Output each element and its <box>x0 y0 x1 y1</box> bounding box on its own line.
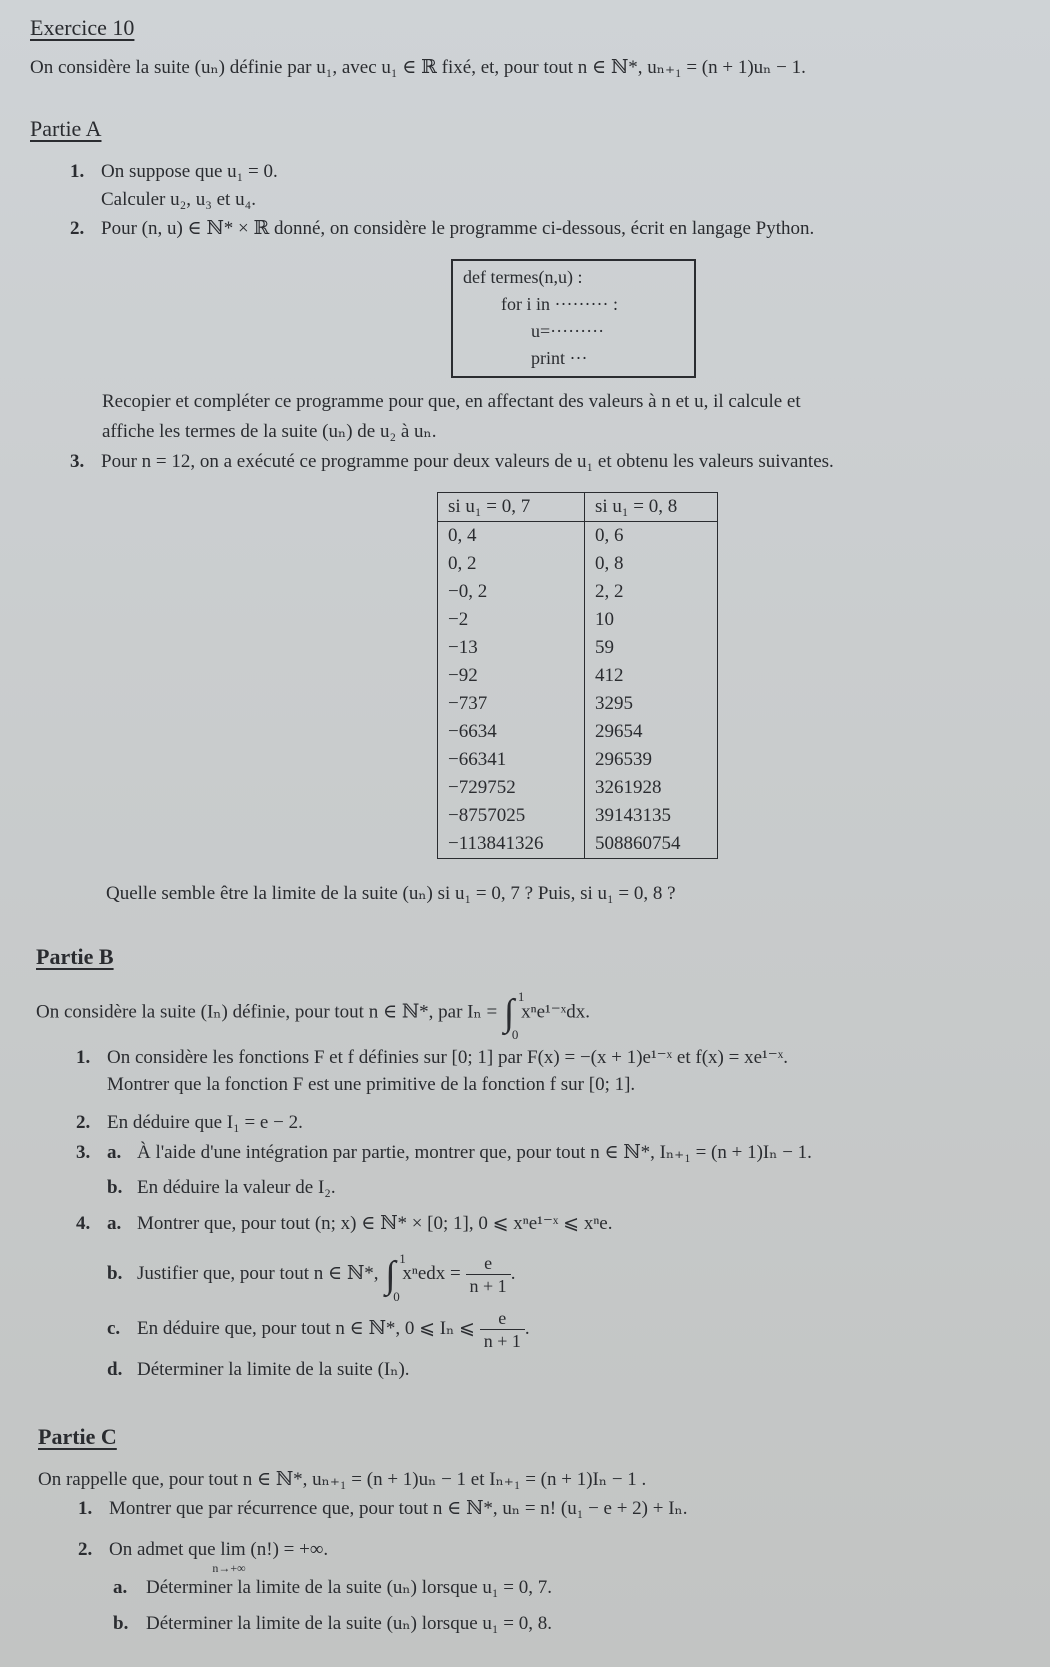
table-cell-u08: 29654 <box>585 718 718 746</box>
part-c-q2-text-a: On admet que <box>109 1539 216 1560</box>
part-b-q4a-label: a. <box>107 1213 122 1234</box>
part-b-q1-line2: Montrer que la fonction F est une primitive de la fonction f sur [0; 1]. <box>107 1074 636 1095</box>
table-cell-u08: 0, 6 <box>585 522 718 551</box>
integral-lower: 0 <box>393 1288 400 1304</box>
table-header-cell: si u₁ = 0, 7 <box>438 493 585 522</box>
part-c-q2-number: 2. <box>78 1539 93 1560</box>
integral-upper: 1 <box>517 989 525 1004</box>
python-code-box <box>451 259 696 378</box>
part-b-q3b-text: En déduire la valeur de I₂. <box>137 1177 336 1198</box>
table-row <box>438 774 718 802</box>
fraction <box>480 1307 525 1352</box>
fraction-numerator: e <box>480 1307 525 1330</box>
table-row <box>438 662 718 690</box>
table-cell-u08: 412 <box>585 662 718 690</box>
table-cell-u07: −13 <box>438 634 585 662</box>
part-b-q3a-text: À l'aide d'une intégration par partie, montrer que, pour tout n ∈ ℕ*, Iₙ₊₁ = (n + 1)Iₙ − 1. <box>137 1142 812 1163</box>
part-b-q1-line1: On considère les fonctions F et f définies sur [0; 1] par F(x) = −(x + 1)e¹⁻ˣ et f(x) = xe¹⁻ˣ. <box>107 1047 788 1068</box>
part-c-q2b-text: Déterminer la limite de la suite (uₙ) lorsque u₁ = 0, 8. <box>146 1613 552 1634</box>
table-cell-u08: 0, 8 <box>585 550 718 578</box>
fraction-denominator: n + 1 <box>483 1331 521 1352</box>
limit-subscript: n→+∞ <box>212 1561 246 1575</box>
integral-sign: ∫ 1 0 <box>385 1250 406 1304</box>
part-c-heading: Partie C <box>38 1424 117 1449</box>
part-b-q4d-label: d. <box>107 1359 123 1380</box>
part-a-q1-line1: On suppose que u₁ = 0. <box>101 161 278 182</box>
part-c-q1-number: 1. <box>78 1498 93 1519</box>
table-row <box>438 634 718 662</box>
part-b-q4b: Justifier que, pour tout n ∈ ℕ*, ∫ 1 0 xⁿedx = $\frac{e}{n + 1}$ . <box>137 1250 516 1304</box>
table-cell-u07: −2 <box>438 606 585 634</box>
table-cell-u07: −6634 <box>438 718 585 746</box>
part-b-q4b-text: Justifier que, pour tout n ∈ ℕ*, <box>137 1263 379 1284</box>
table-header-cell: si u₁ = 0, 8 <box>585 493 718 522</box>
table-cell-u08: 296539 <box>585 746 718 774</box>
table-cell-u08: 508860754 <box>585 830 718 859</box>
part-c-q2a-label: a. <box>113 1577 128 1598</box>
table-cell-u08: 59 <box>585 634 718 662</box>
part-a-q3-line2: Quelle semble être la limite de la suite (uₙ) si u₁ = 0, 7 ? Puis, si u₁ = 0, 8 ? <box>106 883 676 904</box>
table-row <box>438 802 718 830</box>
part-a-q2-line3: affiche les termes de la suite (uₙ) de u₂ à uₙ. <box>102 421 437 442</box>
part-a-q2-number: 2. <box>70 218 85 239</box>
part-b-intro <box>36 989 590 1042</box>
part-a-q2-line1: Pour (n, u) ∈ ℕ* × ℝ donné, on considère le programme ci-dessous, écrit en langage Python. <box>101 218 815 239</box>
table-row <box>438 830 718 859</box>
part-a-q3-line1: Pour n = 12, on a exécuté ce programme pour deux valeurs de u₁ et obtenu les valeurs suivantes. <box>101 451 834 472</box>
table-cell-u08: 3261928 <box>585 774 718 802</box>
part-b-q3a-label: a. <box>107 1142 122 1163</box>
table-header-row <box>438 493 718 522</box>
part-b-intro-text: On considère la suite (Iₙ) définie, pour tout n ∈ ℕ*, par Iₙ = <box>36 1001 498 1023</box>
table-cell-u07: −92 <box>438 662 585 690</box>
part-b-intro-integrand: xⁿe¹⁻ˣdx. <box>521 1001 590 1023</box>
table-row <box>438 690 718 718</box>
code-line-def: def termes(n,u) : <box>463 267 583 287</box>
part-b-q4c-text: En déduire que, pour tout n ∈ ℕ*, 0 ⩽ Iₙ ⩽ <box>137 1318 475 1339</box>
table-row <box>438 718 718 746</box>
part-b-q4b-label: b. <box>107 1263 123 1284</box>
code-line-assign: u=········· <box>531 321 605 341</box>
integral-lower: 0 <box>511 1027 519 1042</box>
part-b-q4c: En déduire que, pour tout n ∈ ℕ*, 0 ⩽ Iₙ ⩽ $\frac{e}{n + 1}$ . <box>137 1308 530 1352</box>
table-row <box>438 746 718 774</box>
part-b-q2-number: 2. <box>76 1112 91 1133</box>
table-cell-u08: 3295 <box>585 690 718 718</box>
integral-sign: ∫ 1 0 <box>503 989 525 1042</box>
exercise-intro: On considère la suite (uₙ) définie par u₁, avec u₁ ∈ ℝ fixé, et, pour tout n ∈ ℕ*, uₙ₊₁ = (n + 1)uₙ − 1. <box>30 57 806 78</box>
part-c-q2a-text: Déterminer la limite de la suite (uₙ) lorsque u₁ = 0, 7. <box>146 1577 552 1598</box>
table-cell-u07: 0, 4 <box>438 522 585 551</box>
part-c-q2b-label: b. <box>113 1613 129 1634</box>
part-b-q4-number: 4. <box>76 1213 91 1234</box>
part-b-q3-number: 3. <box>76 1142 91 1163</box>
part-c-q2-text <box>109 1538 329 1575</box>
table-cell-u08: 10 <box>585 606 718 634</box>
part-b-q2-line1: En déduire que I₁ = e − 2. <box>107 1112 303 1133</box>
table-row <box>438 578 718 606</box>
limit-label: lim <box>220 1539 246 1560</box>
part-b-q4d-text: Déterminer la limite de la suite (Iₙ). <box>137 1359 410 1380</box>
table-row <box>438 550 718 578</box>
fraction <box>466 1252 511 1297</box>
part-c-q1-text: Montrer que par récurrence que, pour tout n ∈ ℕ*, uₙ = n! (u₁ − e + 2) + Iₙ. <box>109 1498 688 1519</box>
part-a-q1-line2: Calculer u₂, u₃ et u₄. <box>101 189 256 210</box>
table-cell-u07: −113841326 <box>438 830 585 859</box>
fraction-numerator: e <box>466 1252 511 1275</box>
code-line-for: for i in ········· : <box>501 294 618 314</box>
table-cell-u07: −8757025 <box>438 802 585 830</box>
part-b-q1-number: 1. <box>76 1047 91 1068</box>
fraction-denominator: n + 1 <box>469 1276 507 1297</box>
table-cell-u07: −0, 2 <box>438 578 585 606</box>
part-b-q4c-label: c. <box>107 1318 121 1339</box>
part-c-q2-text-b: (n!) = +∞. <box>250 1539 329 1560</box>
part-a-q1-number: 1. <box>70 161 85 182</box>
integral-upper: 1 <box>399 1250 406 1266</box>
table-cell-u08: 39143135 <box>585 802 718 830</box>
code-line-print: print ··· <box>531 348 588 368</box>
part-c-intro: On rappelle que, pour tout n ∈ ℕ*, uₙ₊₁ = (n + 1)uₙ − 1 et Iₙ₊₁ = (n + 1)Iₙ − 1 . <box>38 1469 647 1490</box>
table-cell-u08: 2, 2 <box>585 578 718 606</box>
table-cell-u07: −729752 <box>438 774 585 802</box>
part-b-q4a-text: Montrer que, pour tout (n; x) ∈ ℕ* × [0; 1], 0 ⩽ xⁿe¹⁻ˣ ⩽ xⁿe. <box>137 1213 613 1234</box>
part-a-heading: Partie A <box>30 116 102 141</box>
table-row <box>438 522 718 551</box>
table-row <box>438 606 718 634</box>
part-b-heading: Partie B <box>36 944 114 969</box>
part-a-q2-line2: Recopier et compléter ce programme pour que, en affectant des valeurs à n et u, il calcule et <box>102 391 801 412</box>
part-b-q4b-integrand: xⁿedx = <box>402 1263 461 1284</box>
results-table <box>437 492 718 859</box>
table-cell-u07: 0, 2 <box>438 550 585 578</box>
limit-operator <box>212 1538 246 1575</box>
table-cell-u07: −66341 <box>438 746 585 774</box>
table-cell-u07: −737 <box>438 690 585 718</box>
part-a-q3-number: 3. <box>70 451 85 472</box>
part-b-q3b-label: b. <box>107 1177 123 1198</box>
exercise-title: Exercice 10 <box>30 15 135 40</box>
